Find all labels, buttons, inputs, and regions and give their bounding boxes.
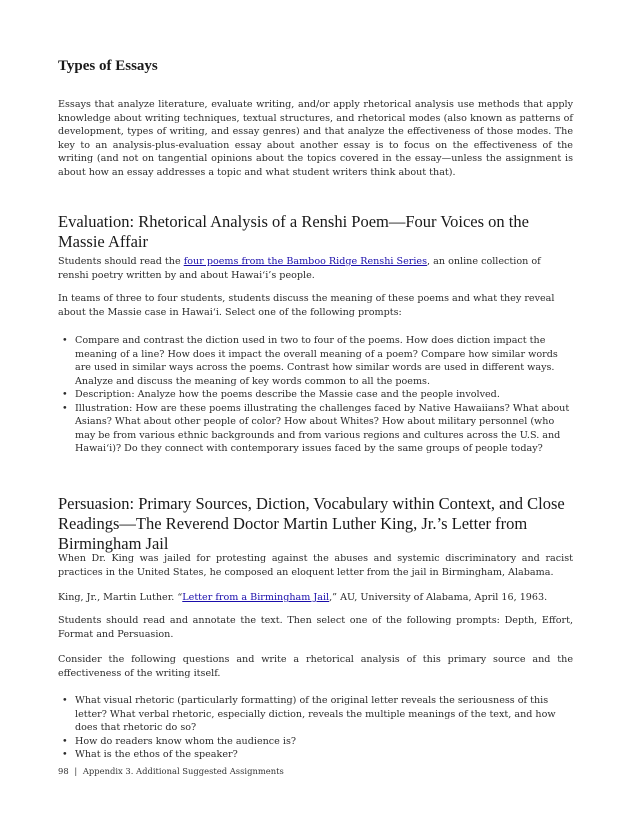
bullet-icon: •: [62, 749, 68, 760]
page-footer: [58, 766, 284, 776]
bullet-icon: •: [62, 735, 68, 747]
list-item: [58, 402, 573, 456]
list-item-text: What visual rhetoric (particularly formatting) of the original letter reveals the seriousness of this letter? What verbal rhetoric, especially diction, reveals the multiple meanings of the text, and how does that rhetoric do so?: [75, 695, 556, 733]
citation-before: King, Jr., Martin Luther. “: [58, 592, 183, 603]
evaluation-p1-after: , an online collection of renshi poetry written by and about Hawai‘i’s people.: [58, 256, 541, 281]
persuasion-paragraph-3: Consider the following questions and write a rhetorical analysis of this primary source and the effectiveness of the writing itself.: [58, 654, 573, 679]
citation: [58, 591, 573, 605]
evaluation-prompts-list: [58, 334, 573, 456]
list-item: [58, 334, 573, 388]
persuasion-questions-list: [58, 694, 573, 762]
bullet-icon: •: [62, 335, 68, 346]
footer-text: Appendix 3. Additional Suggested Assignments: [82, 766, 284, 776]
intro-paragraph: Essays that analyze literature, evaluate writing, and/or apply rhetorical analysis use methods that apply knowledge about writing techniques, textual structures, and rhetorical modes (also known as patterns of development, types of writing, and essay genres) and that analyze the effectiveness of those modes. The key to an analysis-plus-evaluation essay about another essay is to focus on the effectiveness of the writing (and not on tangential opinions about the topics covered in the essay—unless the assignment is about how an essay addresses a topic and what student writers think about that).: [58, 99, 573, 178]
bullet-icon: •: [62, 695, 68, 706]
footer-separator: |: [74, 766, 78, 776]
bullet-icon: •: [62, 389, 68, 400]
citation-after: ,” AU, University of Alabama, April 16, 1963.: [329, 592, 548, 603]
section-title: Types of Essays: [58, 58, 158, 74]
persuasion-heading: Persuasion: Primary Sources, Diction, Vocabulary within Context, and Close Readings—The Reverend Doctor Martin Luther King, Jr.’s Letter from Birmingham Jail: [58, 494, 565, 553]
list-item-text: Description: Analyze how the poems describe the Massie case and the people involved.: [75, 389, 500, 400]
evaluation-paragraph-2: In teams of three to four students, students discuss the meaning of these poems and what they reveal about the Massie case in Hawai‘i. Select one of the following prompts:: [58, 293, 555, 318]
list-item-text: Compare and contrast the diction used in two to four of the poems. How does diction impact the meaning of a line? How does it impact the overall meaning of a poem? Compare how similar words are used in similar ways across the poems. Contrast how similar words are used in different ways. Analyze and discuss the meaning of key words common to all the poems.: [75, 335, 558, 387]
list-item: [58, 388, 573, 402]
persuasion-paragraph-2: Students should read and annotate the text. Then select one of the following prompts: Depth, Effort, Format and Persuasion.: [58, 615, 573, 640]
persuasion-paragraph-1: When Dr. King was jailed for protesting against the abuses and systemic discriminatory and racist practices in the United States, he composed an eloquent letter from the jail in Birmingham, Alabama.: [58, 553, 573, 578]
bullet-icon: •: [62, 402, 68, 414]
evaluation-heading: Evaluation: Rhetorical Analysis of a Renshi Poem—Four Voices on the Massie Affair: [58, 212, 529, 251]
list-item-text: How do readers know whom the audience is?: [75, 735, 297, 747]
list-item: [58, 694, 573, 735]
birmingham-letter-link[interactable]: Letter from a Birmingham Jail: [182, 592, 330, 603]
evaluation-p1-before: Students should read the: [58, 256, 184, 267]
bamboo-ridge-link[interactable]: four poems from the Bamboo Ridge Renshi Series: [183, 256, 428, 267]
page-number: 98: [58, 766, 69, 776]
list-item-text: What is the ethos of the speaker?: [75, 749, 238, 760]
list-item-text: Illustration: How are these poems illustrating the challenges faced by Native Hawaiians? What about Asians? What about other people of color? How about Whites? How about military personnel (who may be from various ethnic backgrounds and from various regions and cultures across the U.S. and Hawai‘i)? Do they connect with contemporary issues faced by the same groups of people today?: [75, 402, 570, 454]
list-item: [58, 735, 573, 749]
evaluation-paragraph-1: [58, 255, 573, 282]
list-item: [58, 748, 573, 762]
